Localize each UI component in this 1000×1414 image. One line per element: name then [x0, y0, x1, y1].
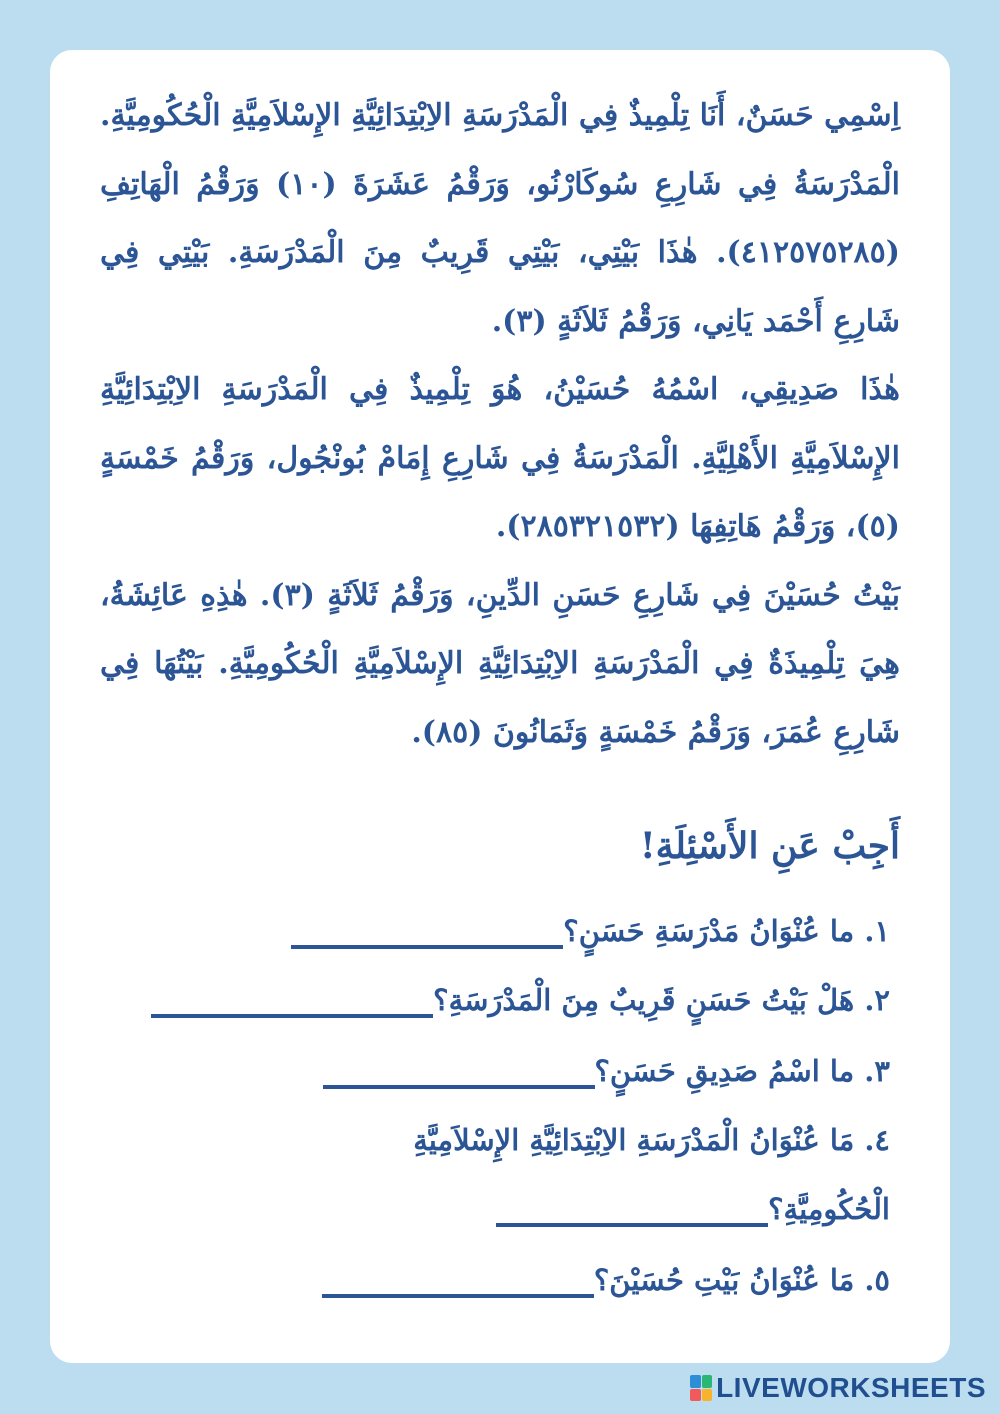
- answer-line-3[interactable]: [323, 1085, 595, 1089]
- question-3-text: ٣. ما اسْمُ صَدِيقِ حَسَنٍ؟: [594, 1054, 890, 1088]
- answer-line-5[interactable]: [322, 1294, 594, 1298]
- question-2-text: ٢. هَلْ بَيْتُ حَسَنٍ قَرِيبٌ مِنَ الْمَدْرَسَةِ؟: [433, 983, 890, 1017]
- questions-heading: أَجِبْ عَنِ الأَسْئِلَةِ!: [639, 825, 900, 867]
- liveworksheets-logo-icon: [690, 1375, 712, 1401]
- liveworksheets-brand[interactable]: [690, 1372, 986, 1404]
- question-4-text-line-2: الْحُكُومِيَّةِ؟: [768, 1192, 890, 1226]
- reading-paragraph-2: هٰذَا صَدِيقِي، اسْمُهُ حُسَيْنُ، هُوَ تِلْمِيذٌ فِي الْمَدْرَسَةِ الاِبْتِدَائِيَّةِ الإِسْلاَمِيَّةِ الأَهْلِيَّةِ. الْمَدْرَسَةُ فِي شَارِعِ إِمَامْ بُونْجُول، وَرَقْمُ خَمْسَةٍ (٥)، وَرَقْمُ هَاتِفِهَا (٢٨٥٣٢١٥٣٢).: [100, 372, 900, 544]
- question-5-text: ٥. مَا عُنْوَانُ بَيْتِ حُسَيْنَ؟: [593, 1263, 890, 1297]
- question-4-text-line-1: ٤. مَا عُنْوَانُ الْمَدْرَسَةِ الاِبْتِدَائِيَّةِ الإِسْلاَمِيَّةِ: [413, 1123, 890, 1157]
- question-2: [151, 975, 890, 1025]
- brand-name: LIVEWORKSHEETS: [716, 1372, 986, 1403]
- question-5: [322, 1255, 890, 1305]
- question-4-continued: [496, 1184, 890, 1234]
- answer-line-1[interactable]: [291, 945, 563, 949]
- reading-passage: [100, 82, 900, 767]
- answer-line-2[interactable]: [151, 1014, 433, 1018]
- question-4: [413, 1115, 890, 1165]
- reading-paragraph-3: بَيْتُ حُسَيْنَ فِي شَارِعِ حَسَنِ الدِّينِ، وَرَقْمُ ثَلاَثَةٍ (٣). هٰذِهِ عَائِشَةُ، هِيَ تِلْمِيذَةٌ فِي الْمَدْرَسَةِ الاِبْتِدَائِيَّةِ الإِسْلاَمِيَّةِ الْحُكُومِيَّةِ. بَيْتُهَا فِي شَارِعِ عُمَرَ، وَرَقْمُ خَمْسَةٍ وَثَمَانُونَ (٨٥).: [100, 577, 900, 750]
- reading-paragraph-1: اِسْمِي حَسَنٌ، أَنَا تِلْمِيذٌ فِي الْمَدْرَسَةِ الاِبْتِدَائِيَّةِ الإِسْلاَمِيَّةِ الْحُكُومِيَّةِ. الْمَدْرَسَةُ فِي شَارِعِ سُوكَارْنُو، وَرَقْمُ عَشَرَةَ (١٠) وَرَقْمُ الْهَاتِفِ (٤١٢٥٧٥٢٨٥). هٰذَا بَيْتِي، بَيْتِي قَرِيبٌ مِنَ الْمَدْرَسَةِ. بَيْتِي فِي شَارِعِ أَحْمَد يَانِي، وَرَقْمُ ثَلاَثَةٍ (٣).: [100, 98, 901, 339]
- question-1-text: ١. ما عُنْوَانُ مَدْرَسَةِ حَسَنٍ؟: [563, 914, 890, 948]
- question-3: [323, 1046, 890, 1096]
- answer-line-4[interactable]: [496, 1223, 768, 1227]
- question-1: [291, 906, 890, 956]
